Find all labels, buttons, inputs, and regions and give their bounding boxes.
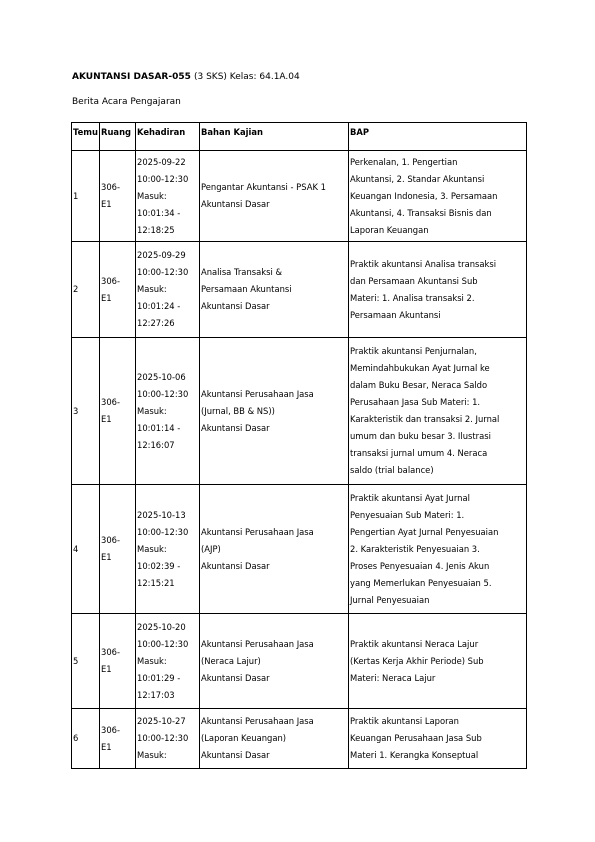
cell-bap-line: Akuntansi, 4. Transaksi Bisnis dan	[350, 207, 492, 218]
cell-kehadiran	[136, 338, 200, 485]
cell-bap-line: Akuntansi, 2. Standar Akuntansi	[350, 173, 485, 184]
column-header-kehadiran: Kehadiran	[136, 123, 200, 151]
cell-temu: 2	[72, 242, 100, 338]
cell-bahan-kajian-line: Analisa Transaksi &	[201, 267, 282, 277]
cell-bap-line: transaksi jurnal umum 4. Neraca	[350, 448, 488, 458]
cell-ruang-line: 306-	[101, 397, 121, 407]
cell-kehadiran-line: 2025-10-20	[137, 621, 186, 632]
cell-bahan-kajian-line: Pengantar Akuntansi - PSAK 1	[201, 182, 326, 192]
document-subtitle: Berita Acara Pengajaran	[72, 97, 181, 107]
cell-bahan-kajian-line: (Jurnal, BB & NS))	[201, 405, 275, 416]
cell-bap-line: Praktik akuntansi Penjurnalan,	[350, 346, 477, 356]
cell-temu: 1	[72, 151, 100, 242]
cell-ruang-line: 306-	[101, 182, 121, 192]
course-code: AKUNTANSI DASAR-055	[72, 72, 191, 82]
cell-ruang-line: E1	[101, 552, 112, 562]
cell-ruang	[100, 709, 136, 769]
cell-kehadiran-line: 2025-10-06	[137, 371, 186, 382]
cell-bahan-kajian	[200, 242, 349, 338]
cell-bap-line: Materi: Neraca Lajur	[350, 672, 436, 683]
cell-bahan-kajian	[200, 338, 349, 485]
column-header-temu: Temu	[72, 123, 100, 151]
cell-bap-line: Keuangan Indonesia, 3. Persamaan	[350, 190, 498, 201]
cell-bahan-kajian	[200, 151, 349, 242]
cell-kehadiran-line: 10:01:14 -	[137, 422, 181, 433]
cell-bahan-kajian-line: Akuntansi Dasar	[201, 750, 270, 760]
cell-kehadiran-line: 12:27:26	[137, 318, 175, 328]
table-row	[72, 242, 527, 338]
cell-bahan-kajian-line: Akuntansi Perusahaan Jasa	[201, 716, 314, 726]
cell-bap-line: saldo (trial balance)	[350, 465, 434, 475]
cell-kehadiran-line: 2025-10-27	[137, 716, 186, 726]
cell-bap-line: Memindahbukukan Ayat Jurnal ke	[350, 363, 490, 373]
cell-bap-line: Persamaan Akuntansi	[350, 309, 441, 320]
cell-bap-line: umum dan buku besar 3. Ilustrasi	[350, 431, 491, 441]
cell-kehadiran-line: 10:00-12:30	[137, 638, 189, 649]
cell-bap-line: Karakteristik dan transaksi 2. Jurnal	[350, 414, 500, 424]
cell-bap-line: Penyesuaian Sub Materi: 1.	[350, 509, 465, 520]
cell-bahan-kajian-line: (AJP)	[201, 543, 221, 554]
cell-temu: 5	[72, 614, 100, 709]
cell-ruang-line: 306-	[101, 724, 121, 735]
column-header-ruang: Ruang	[100, 123, 136, 151]
cell-kehadiran	[136, 485, 200, 614]
cell-bap	[349, 151, 527, 242]
cell-kehadiran	[136, 242, 200, 338]
cell-bap-line: Pengertian Ayat Jurnal Penyesuaian	[350, 526, 499, 537]
cell-bap-line: Keuangan Perusahaan Jasa Sub	[350, 733, 482, 743]
cell-bap	[349, 242, 527, 338]
cell-ruang-line: 306-	[101, 647, 121, 657]
table-row	[72, 614, 527, 709]
cell-bap-line: Praktik akuntansi Laporan	[350, 716, 459, 726]
cell-ruang-line: E1	[101, 741, 112, 752]
cell-kehadiran-line: Masuk:	[137, 655, 167, 666]
cell-bap	[349, 614, 527, 709]
cell-ruang-line: E1	[101, 292, 112, 303]
cell-kehadiran-line: 10:01:34 -	[137, 207, 181, 218]
table-row	[72, 709, 527, 769]
cell-bap	[349, 485, 527, 614]
cell-bap-line: Praktik akuntansi Ayat Jurnal	[350, 492, 470, 503]
cell-kehadiran-line: 10:01:29 -	[137, 672, 181, 683]
cell-kehadiran-line: 10:02:39 -	[137, 560, 181, 571]
cell-ruang-line: E1	[101, 199, 112, 209]
cell-bap-line: Perusahaan Jasa Sub Materi: 1.	[350, 397, 481, 407]
cell-bahan-kajian-line: Akuntansi Dasar	[201, 560, 270, 571]
column-header-bahan-kajian: Bahan Kajian	[200, 123, 349, 151]
course-title	[72, 72, 300, 82]
cell-bap-line: Praktik akuntansi Neraca Lajur	[350, 638, 479, 649]
cell-kehadiran-line: 10:00-12:30	[137, 267, 189, 277]
course-meta: (3 SKS) Kelas: 64.1A.04	[194, 72, 300, 82]
cell-bahan-kajian	[200, 485, 349, 614]
cell-kehadiran-line: 12:18:25	[137, 224, 175, 235]
cell-kehadiran-line: 2025-09-29	[137, 250, 186, 260]
cell-ruang	[100, 151, 136, 242]
cell-bap	[349, 338, 527, 485]
cell-kehadiran-line: 10:00-12:30	[137, 173, 189, 184]
cell-bap-line: Praktik akuntansi Analisa transaksi	[350, 258, 497, 269]
cell-kehadiran-line: 10:01:24 -	[137, 301, 181, 311]
cell-bap-line: yang Memerlukan Penyesuaian 5.	[350, 577, 492, 588]
cell-kehadiran	[136, 709, 200, 769]
cell-bahan-kajian-line: Persamaan Akuntansi	[201, 284, 292, 294]
table-body	[72, 151, 527, 769]
cell-ruang-line: 306-	[101, 535, 121, 545]
cell-kehadiran-line: 10:00-12:30	[137, 388, 189, 399]
cell-ruang	[100, 242, 136, 338]
cell-kehadiran-line: 12:17:03	[137, 689, 175, 700]
cell-bap	[349, 709, 527, 769]
cell-bahan-kajian-line: Akuntansi Perusahaan Jasa	[201, 638, 314, 649]
cell-kehadiran-line: 12:15:21	[137, 577, 175, 588]
cell-kehadiran-line: Masuk:	[137, 405, 167, 416]
cell-ruang-line: 306-	[101, 275, 121, 286]
column-header-bap: BAP	[349, 123, 527, 151]
cell-temu: 6	[72, 709, 100, 769]
table-row	[72, 338, 527, 485]
cell-bap-line: Materi 1. Kerangka Konseptual	[350, 750, 479, 760]
cell-bap-line: dalam Buku Besar, Neraca Saldo	[350, 380, 488, 390]
cell-kehadiran-line: Masuk:	[137, 750, 167, 760]
cell-bahan-kajian	[200, 709, 349, 769]
cell-bahan-kajian-line: Akuntansi Dasar	[201, 301, 270, 311]
cell-bahan-kajian-line: Akuntansi Perusahaan Jasa	[201, 388, 314, 399]
cell-bap-line: Materi: 1. Analisa transaksi 2.	[350, 292, 475, 303]
table-header-row	[72, 123, 527, 151]
cell-kehadiran-line: Masuk:	[137, 190, 167, 201]
cell-bahan-kajian-line: Akuntansi Dasar	[201, 422, 270, 433]
cell-kehadiran-line: 10:00-12:30	[137, 733, 189, 743]
cell-kehadiran-line: 10:00-12:30	[137, 526, 189, 537]
cell-kehadiran	[136, 151, 200, 242]
cell-bap-line: Laporan Keuangan	[350, 224, 429, 235]
cell-ruang	[100, 338, 136, 485]
cell-bap-line: 2. Karakteristik Penyesuaian 3.	[350, 543, 480, 554]
cell-kehadiran	[136, 614, 200, 709]
cell-kehadiran-line: 12:16:07	[137, 439, 175, 450]
cell-bap-line: Perkenalan, 1. Pengertian	[350, 156, 458, 167]
cell-bap-line: Jurnal Penyesuaian	[350, 594, 430, 605]
cell-ruang-line: E1	[101, 414, 112, 424]
cell-bap-line: dan Persamaan Akuntansi Sub	[350, 275, 478, 286]
cell-bap-line: (Kertas Kerja Akhir Periode) Sub	[350, 655, 484, 666]
cell-temu: 4	[72, 485, 100, 614]
cell-bap-line: Proses Penyesuaian 4. Jenis Akun	[350, 560, 490, 571]
cell-bahan-kajian-line: (Laporan Keuangan)	[201, 733, 287, 743]
cell-kehadiran-line: Masuk:	[137, 284, 167, 294]
cell-bahan-kajian-line: Akuntansi Dasar	[201, 672, 270, 683]
cell-temu: 3	[72, 338, 100, 485]
cell-bahan-kajian-line: Akuntansi Dasar	[201, 199, 270, 209]
bap-table	[71, 122, 527, 769]
cell-bahan-kajian-line: Akuntansi Perusahaan Jasa	[201, 526, 314, 537]
cell-kehadiran-line: 2025-09-22	[137, 156, 186, 167]
cell-kehadiran-line: Masuk:	[137, 543, 167, 554]
cell-bahan-kajian	[200, 614, 349, 709]
cell-kehadiran-line: 2025-10-13	[137, 509, 186, 520]
table-row	[72, 151, 527, 242]
cell-ruang-line: E1	[101, 664, 112, 674]
cell-ruang	[100, 485, 136, 614]
cell-ruang	[100, 614, 136, 709]
cell-bahan-kajian-line: (Neraca Lajur)	[201, 655, 261, 666]
table-row	[72, 485, 527, 614]
table-header	[72, 123, 527, 151]
